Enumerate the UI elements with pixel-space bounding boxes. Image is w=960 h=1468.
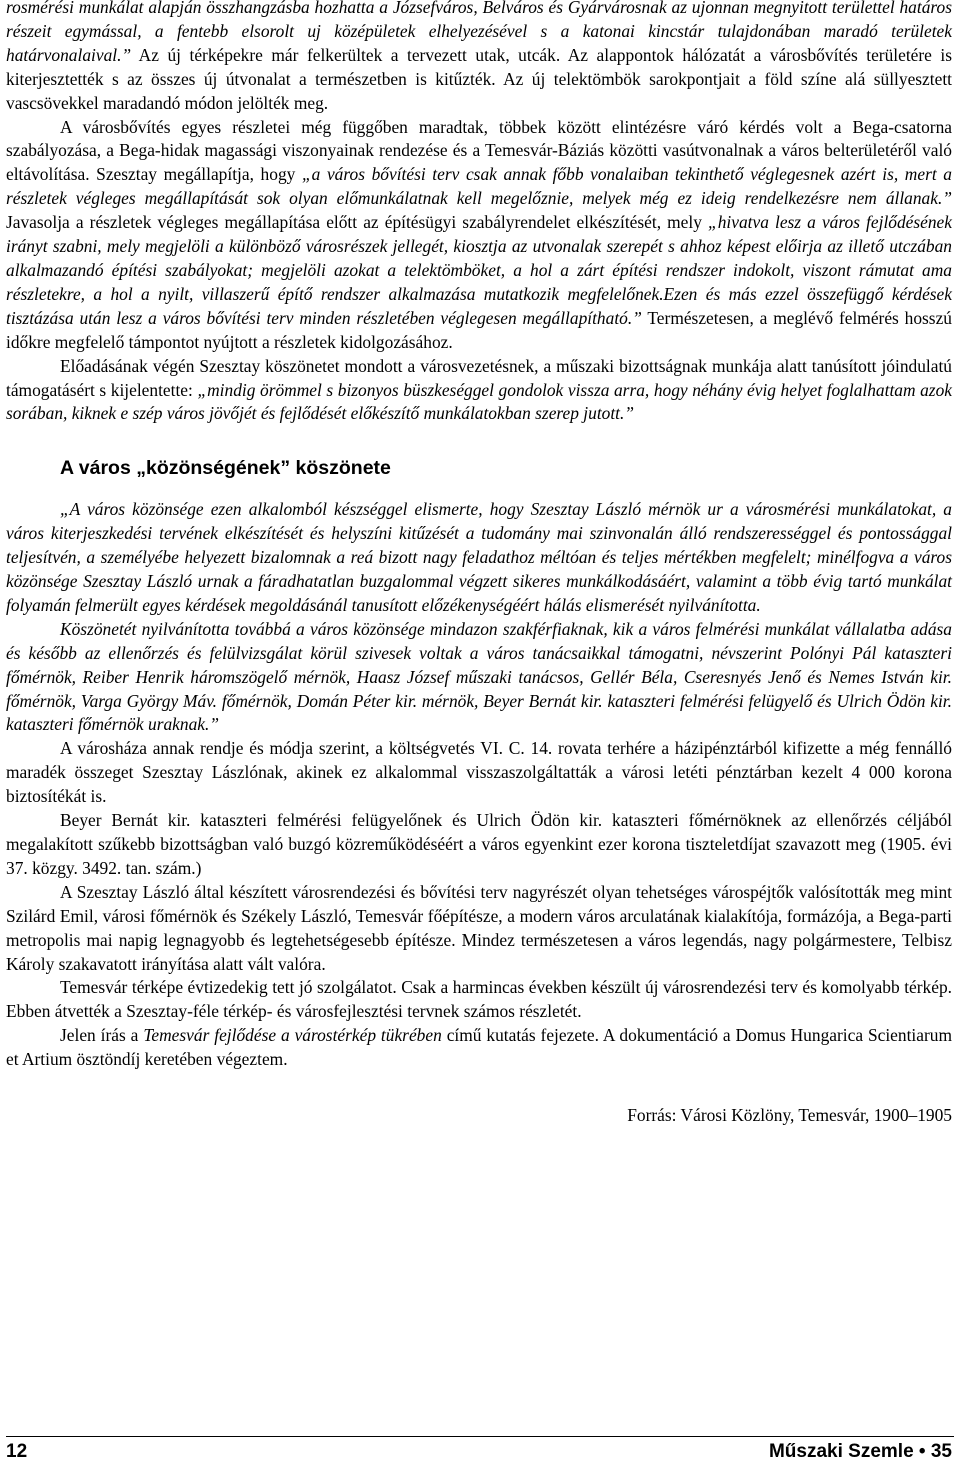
journal-footer [769, 1440, 952, 1464]
journal-name: Műszaki Szemle [768, 1441, 914, 1462]
body-text: Előadásának végén Szesztay köszönetet mondott a városvezetésnek, a műszaki bizottságnak munkája alatt tanúsított jóindulatú támogatásért s kijelentette: [6, 355, 952, 400]
paragraph-4: „A város közönsége ezen alkalomból készséggel elismerte, hogy Szesztay László mérnök ur a városmérési munkálatokat, a város kiterjeszkedési tervének elkészítését és helyszíni kitűzését a tudomány mai szinvonalán álló rendszerességgel és pontossággal teljesítvén, a személyébe helyezett bizalomnak a reá bizott nagy feladathoz méltóan és teljes mértékben megfelelt; minélfogva a város közönsége Szesztay László urnak a fáradhatatlan buzgalommal végzett sikeres munkálkodásáért, valamint a több évig tartó munkálat folyamán felmerült egyes kérdések megoldásánál tanusított előzékenységéért hálás elismerését nyilvánította. [6, 499, 952, 615]
paragraph-8: A Szesztay László által készített városrendezési és bővítési terv nagyrészét olyan tehetséges várospéjtők valósították meg mint Szilárd Emil, városi főmérnök és Székely László, Temesvár főépítésze, a modern város arculatának kialakítója, formázója, a Bega-parti metropolis mai napig legnagyobb és legtehetségesebb építésze. Mindez természetesen a város legendás, nagy polgármestere, Telbisz Károly szakavatott irányítása alatt vált valóra. [6, 881, 952, 974]
body-text: A városbővítés egyes részletei még függőben maradtak, többek között elintézésre váró kérdés volt a Bega-csatorna szabályozása, a Bega-hidak magassági viszonyainak rendezése és a Temesvár-Báziás közötti vasútvonalnak a város belterületéről való eltávolítása. Szesztay megállapítja, hogy [6, 116, 952, 185]
body-text: Természetesen, a meglévő felmérés hosszú időkre megfelelő támpontot nyújtott a részletek kidolgozásához. [6, 307, 952, 352]
paragraph-1 [6, 0, 952, 116]
body-text: című kutatás fejezete. A dokumentáció a Domus Hungarica Scientiarum et Artium ösztöndíj keretében végeztem. [6, 1025, 952, 1070]
paragraph-10 [6, 1024, 952, 1072]
paragraph-9: Temesvár térképe évtizedekig tett jó szolgálatot. Csak a harmincas években készült új városrendezési terv és komolyabb térkép. Ebben átvették a Szesztay-féle térkép- és városfejlesztési tervnek számos részletét. [6, 977, 952, 1022]
body-text: Javasolja a részletek végleges megállapítása előtt az építésügyi szabályrendelet elkészítését, mely [6, 212, 709, 233]
page-number: 12 [6, 1441, 28, 1462]
section-heading: A város „közönségének” köszönete [60, 457, 391, 480]
quote-text: „a város bővítési terv csak annak főbb vonalaiban tekinthető véglegesnek azért is, mert a részletek végleges megállapítását sok olyan előmunkálatnak kell megelőznie, melyek még ez ideig rendelkezésre nem állanak.” [6, 164, 953, 209]
paragraph-7: Beyer Bernát kir. kataszteri felmérési felügyelőnek és Ulrich Ödön kir. kataszteri főmérnöknek az ellenőrzés céljából megalakított szűkebb bizottságban való buzgó közreműködéséért a város egyenkint ezer korona tiszteletdíjat szavazott meg (1905. évi 37. közgy. 3492. tan. szám.) [6, 810, 952, 878]
body-text: Az új térképekre már felkerültek a tervezett utak, utcák. Az alappontok hálózatát a városbővítés területére is kiterjesztették s az összes új útvonalat a természetben is kitűzték. Az új telektömbök sarokpontjait a föld színe alá süllyesztett vascsövekkel maradandó módon jelölték meg. [6, 44, 952, 113]
article-body [6, 0, 952, 1128]
bullet-separator: • [918, 1441, 926, 1462]
paragraph-3 [6, 355, 952, 427]
issue-number: 35 [930, 1441, 952, 1462]
body-text: Jelen írás a [60, 1025, 144, 1046]
paragraph-6: A városháza annak rendje és módja szerint, a költségvetés VI. C. 14. rovata terhére a házipénztárból kifizette a még fennálló maradék összeget Szesztay Lászlónak, akinek ez alkalommal visszaszolgáltatták a városi letéti pénztárban kezelt 4 000 korona biztosítékát is. [6, 738, 952, 807]
paragraph-2 [6, 116, 952, 355]
footer-divider [6, 1436, 954, 1437]
paragraph-5: Köszönetét nyilvánította továbbá a város közönsége mindazon szakférfiaknak, kik a város felmérési munkálat vállalatba adása és később az ellenőrzés és felülvizsgálat körül szivesek voltak a város tanácsaikkal támogatni, névszerint Polónyi Pál kataszteri főmérnök, Reiber Henrik háromszögelő mérnök, Haasz József műszaki tanácsos, Gellér Béla, Cseresnyés Jenő és Nemes István kir. főmérnök, Varga György Máv. főmérnök, Domán Péter kir. mérnök, Beyer Bernát kir. kataszteri felmérési felügyelő és Ulrich Ödön kir. kataszteri főmérnök uraknak.” [6, 618, 952, 735]
quote-text: „mindig örömmel s bizonyos büszkeséggel gondolok vissza arra, hogy néhány évig helyet foglalhattam azok sorában, kiknek e szép város jövőjét és fejlődését előkészítő munkálatokban szerep jutott.” [6, 379, 952, 424]
quote-text: rosmérési munkálat alapján összhangzásba hozhatta a Józsefváros, Belváros és Gyárvárosnak az ujonnan megnyitott területtel határos részeit egymással, a fentebb elsorolt uj középületek elhelyezésével s a katonai kincstár tulajdonában maradó területek határvonalaival.” [6, 0, 952, 65]
source-citation: Forrás: Városi Közlöny, Temesvár, 1900–1905 [627, 1105, 952, 1126]
study-title: Temesvár fejlődése a várostérkép tükrében [143, 1025, 442, 1046]
quote-text: „hivatva lesz a város fejlődésének irányt szabni, mely megjelöli a különböző városrészek jellegét, kiosztja az utvonalak szerepét s ahhoz képest előirja az illető utczában alkalmazandó építési szabályokat; megjelöli azokat a telektömböket, a hol a zárt építési rendszer indokolt, viszont rámutat ama részletekre, a hol a nyilt, villaszerű építő rendszer alkalmazása mutatkozik megfelelőnek.Ezen és más ezzel összefüggő kérdések tisztázása után lesz a város bővítési terv minden részletében véglegesen megállapítható.” [6, 212, 952, 328]
